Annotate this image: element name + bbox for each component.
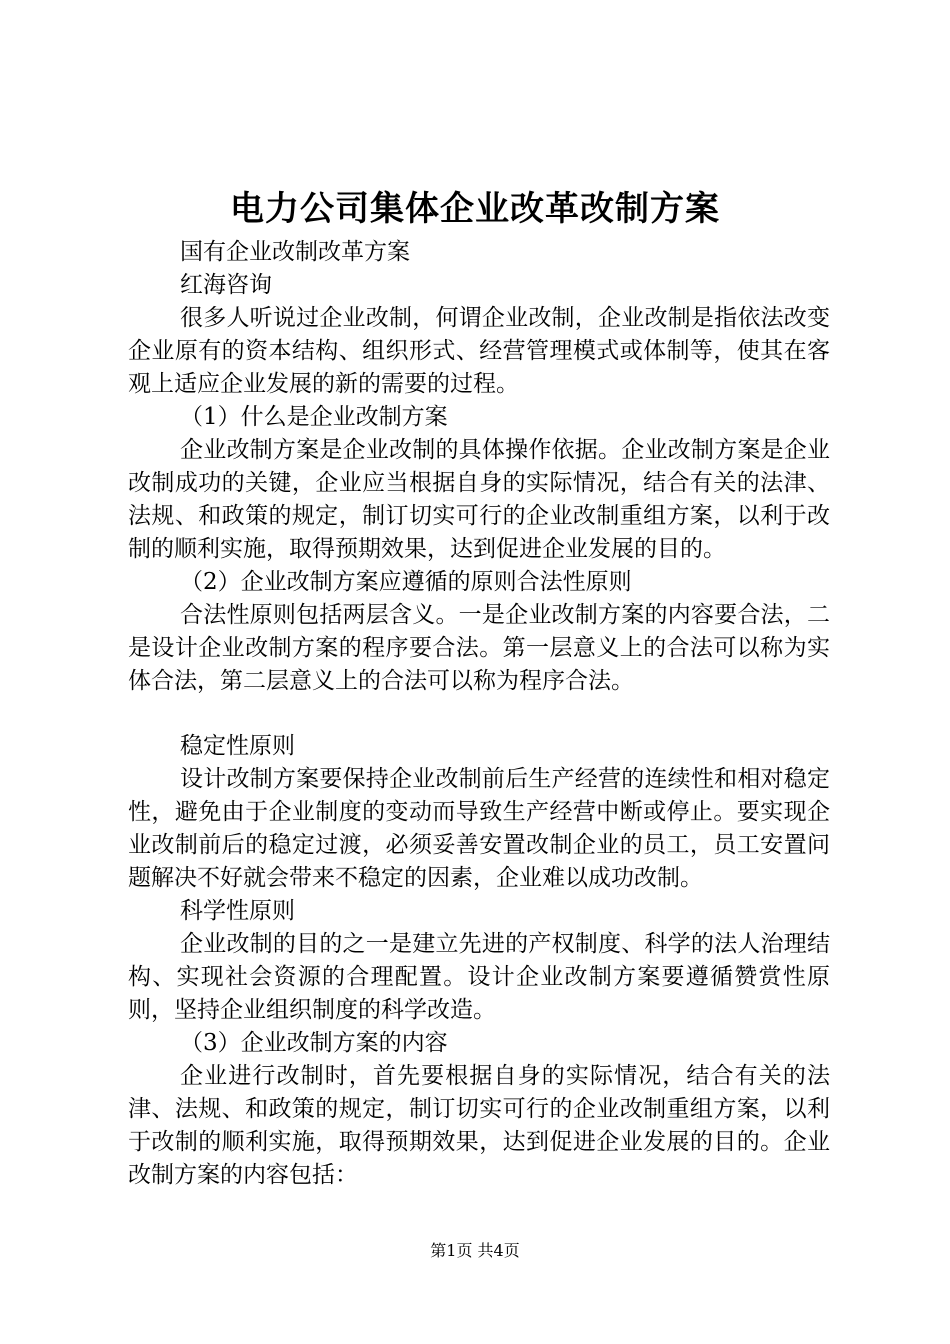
section-heading-1: （1）什么是企业改制方案 bbox=[180, 404, 448, 430]
section-heading-3: （3）企业改制方案的内容 bbox=[180, 1030, 448, 1056]
paragraph-gap bbox=[128, 698, 830, 730]
paragraph-legality: 合法性原则包括两层含义。一是企业改制方案的内容要合法，二是设计企业改制方案的程序要合法。第一层意义上的合法可以称为实体合法，第二层意义上的合法可以称为程序合法。 bbox=[128, 602, 830, 694]
paragraph-intro: 很多人听说过企业改制，何谓企业改制，企业改制是指依法改变企业原有的资本结构、组织形式、经营管理模式或体制等，使其在客观上适应企业发展的新的需要的过程。 bbox=[128, 305, 830, 397]
document-body bbox=[128, 236, 830, 1192]
subheading-stability: 稳定性原则 bbox=[180, 733, 295, 759]
paragraph-section-1: 企业改制方案是企业改制的具体操作依据。企业改制方案是企业改制成功的关键，企业应当根据自身的实际情况，结合有关的法津、法规、和政策的规定，制订切实可行的企业改制重组方案，以利于改制的顺利实施，取得预期效果，达到促进企业发展的目的。 bbox=[128, 437, 830, 562]
page-footer: 第1页 共4页 bbox=[430, 1241, 520, 1260]
subheading-science: 科学性原则 bbox=[180, 898, 295, 924]
paragraph-source: 红海咨询 bbox=[180, 272, 272, 298]
paragraph-stability: 设计改制方案要保持企业改制前后生产经营的连续性和相对稳定性，避免由于企业制度的变动而导致生产经营中断或停止。要实现企业改制前后的稳定过渡，必须妥善安置改制企业的员工，员工安置问题解决不好就会带来不稳定的因素，企业难以成功改制。 bbox=[128, 766, 830, 891]
paragraph-section-3: 企业进行改制时，首先要根据自身的实际情况，结合有关的法津、法规、和政策的规定，制订切实可行的企业改制重组方案，以利于改制的顺利实施，取得预期效果，达到促进企业发展的目的。企业改制方案的内容包括： bbox=[128, 1063, 830, 1188]
paragraph-science: 企业改制的目的之一是建立先进的产权制度、科学的法人治理结构、实现社会资源的合理配置。设计企业改制方案要遵循赞赏性原则，坚持企业组织制度的科学改造。 bbox=[128, 931, 830, 1023]
document-title: 电力公司集体企业改革改制方案 bbox=[230, 189, 720, 229]
paragraph-subtitle: 国有企业改制改革方案 bbox=[180, 239, 410, 265]
section-heading-2: （2）企业改制方案应遵循的原则合法性原则 bbox=[180, 569, 632, 595]
